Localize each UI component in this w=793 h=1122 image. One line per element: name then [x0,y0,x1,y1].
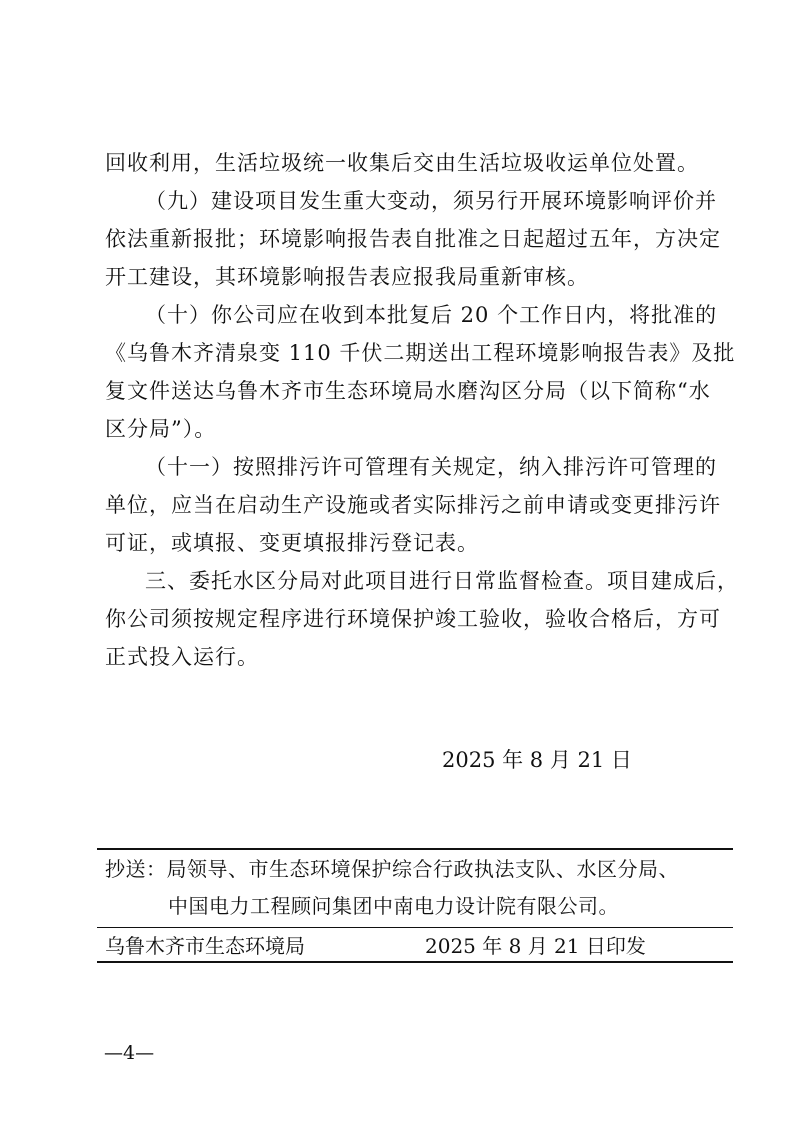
body-line-12: 三、委托水区分局对此项目进行日常监督检查。项目建成后， [145,569,739,593]
page-number: —4— [104,1042,155,1064]
cc-line-2: 中国电力工程顾问集团中南电力设计院有限公司。 [168,894,619,918]
footer-bottom-rule [97,961,733,963]
issue-date: 2025 年 8 月 21 日印发 [425,934,646,958]
issuer-name: 乌鲁木齐市生态环境局 [105,934,305,958]
body-line-9: （十一）按照排污许可管理有关规定，纳入排污许可管理的 [145,455,717,479]
cc-bottom-rule [97,927,733,928]
body-line-5: （十）你公司应在收到本批复后 20 个工作日内，将批准的 [145,303,718,327]
body-line-3: 依法重新报批；环境影响报告表自批准之日起超过五年，方决定 [105,227,721,251]
cc-line-1: 抄送：局领导、市生态环境保护综合行政执法支队、水区分局、 [105,857,679,881]
body-line-11: 可证，或填报、变更填报排污登记表。 [105,531,479,555]
body-line-7: 复文件送达乌鲁木齐市生态环境局水磨沟区分局（以下简称“水 [105,379,711,403]
body-line-1: 回收利用，生活垃圾统一收集后交由生活垃圾收运单位处置。 [105,151,699,175]
body-line-4: 开工建设，其环境影响报告表应报我局重新审核。 [105,265,589,289]
body-line-2: （九）建设项目发生重大变动，须另行开展环境影响评价并 [145,189,717,213]
body-line-14: 正式投入运行。 [105,645,259,669]
body-line-13: 你公司须按规定程序进行环境保护竣工验收，验收合格后，方可 [105,607,721,631]
body-line-8: 区分局”）。 [105,417,217,441]
cc-top-rule [97,848,733,850]
body-line-6: 《乌鲁木齐清泉变 110 千伏二期送出工程环境影响报告表》及批 [105,341,736,365]
body-line-10: 单位，应当在启动生产设施或者实际排污之前申请或变更排污许 [105,493,721,517]
signature-date: 2025 年 8 月 21 日 [442,748,632,772]
